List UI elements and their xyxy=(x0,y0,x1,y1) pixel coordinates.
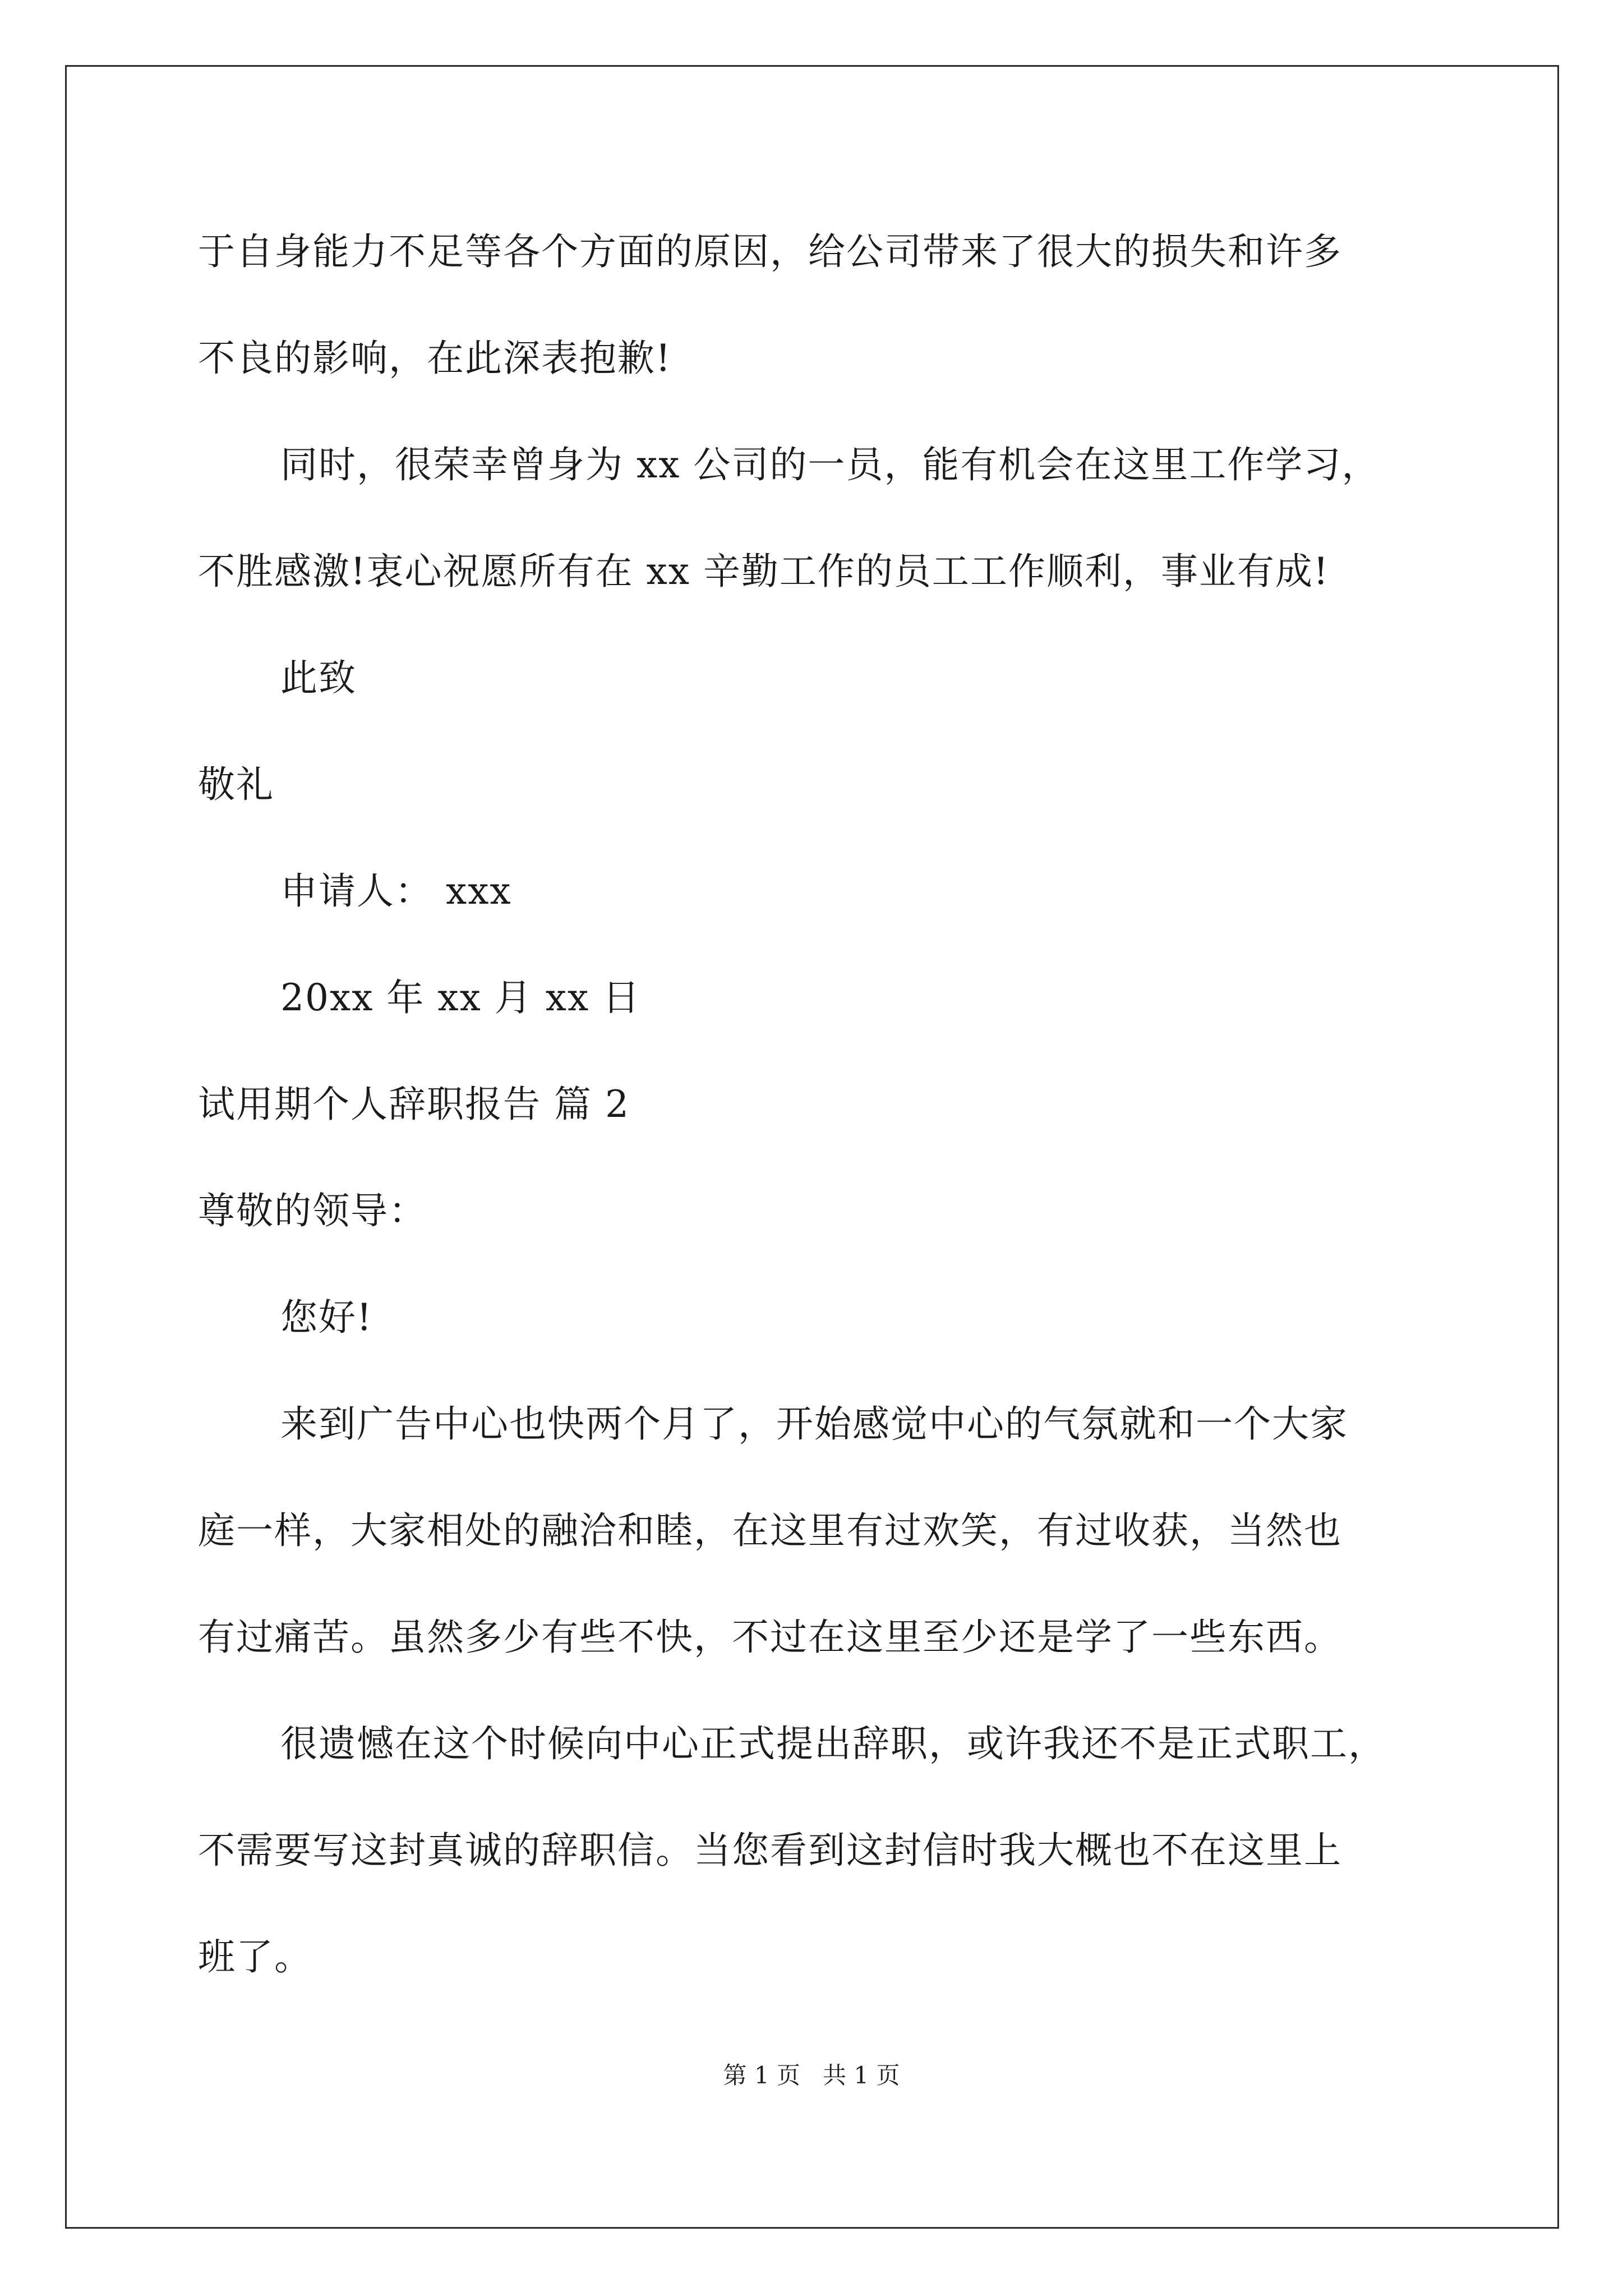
date-line: 20xx 年 xx 月 xx 日 xyxy=(280,976,641,1019)
body-line: 来到广告中心也快两个月了，开始感觉中心的气氛就和一个大家 xyxy=(280,1402,1348,1446)
body-line: 不良的影响，在此深表抱歉! xyxy=(198,337,672,380)
body-line: 很遗憾在这个时候向中心正式提出辞职，或许我还不是正式职工， xyxy=(280,1722,1386,1765)
page-footer: 第 1 页 共 1 页 xyxy=(723,2062,900,2089)
body-line: 庭一样，大家相处的融洽和睦，在这里有过欢笑，有过收获，当然也 xyxy=(198,1509,1342,1552)
body-line: 不胜感激!衷心祝愿所有在 xx 辛勤工作的员工工作顺利，事业有成! xyxy=(198,550,1330,593)
greeting-recipient: 尊敬的领导： xyxy=(198,1189,427,1232)
body-line: 有过痛苦。虽然多少有些不快，不过在这里至少还是学了一些东西。 xyxy=(198,1616,1342,1659)
body-line: 班了。 xyxy=(198,1935,312,1978)
applicant-line: 申请人： xxx xyxy=(280,869,512,913)
body-line: 同时，很荣幸曾身为 xx 公司的一员，能有机会在这里工作学习， xyxy=(280,443,1380,486)
closing-salutation: 此致 xyxy=(280,656,357,700)
body-line: 于自身能力不足等各个方面的原因，给公司带来了很大的损失和许多 xyxy=(198,230,1342,273)
closing-regards: 敬礼 xyxy=(198,763,274,806)
greeting: 您好! xyxy=(280,1296,373,1339)
page-border xyxy=(65,65,1559,2229)
section-heading: 试用期个人辞职报告 篇 2 xyxy=(198,1083,630,1126)
body-line: 不需要写这封真诚的辞职信。当您看到这封信时我大概也不在这里上 xyxy=(198,1829,1342,1872)
